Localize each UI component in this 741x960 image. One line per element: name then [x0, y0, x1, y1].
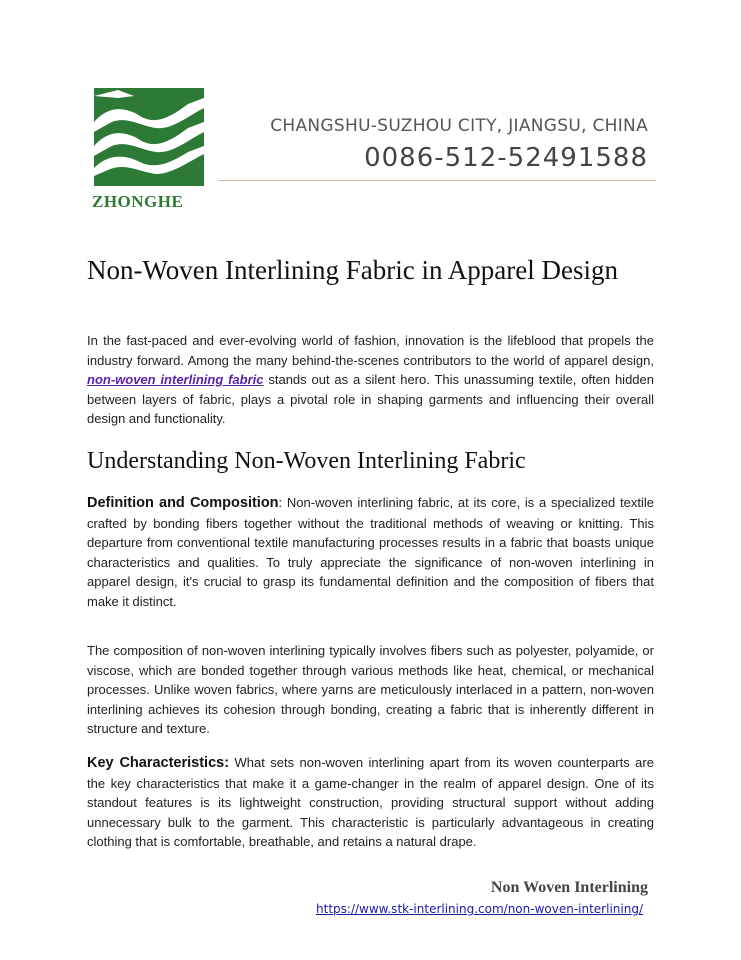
key-characteristics-text: What sets non-woven interlining apart from its woven counterparts are the key characteristics that make it a game-changer in the realm of apparel design. One of its standout features is its lightweight construction, providing structural support without adding unnecessary bulk to the garment. This characteristic is particularly advantageous in creating clothing that is comfortable, breathable, and retains a natural drape. — [87, 755, 654, 849]
company-location: CHANGSHU-SUZHOU CITY, JIANGSU, CHINA — [270, 116, 648, 136]
intro-paragraph — [87, 331, 654, 429]
non-woven-interlining-link[interactable]: non-woven interlining fabric — [87, 372, 264, 387]
section-title: Understanding Non-Woven Interlining Fabric — [87, 448, 526, 474]
footer-title: Non Woven Interlining — [490, 879, 648, 896]
intro-text-after: stands out as a silent hero. This unassuming textile, often hidden between layers of fabric, plays a pivotal role in shaping garments and influencing their overall design and functionality. — [87, 372, 654, 426]
company-logo — [92, 88, 212, 213]
definition-paragraph: Definition and Composition: Non-woven interlining fabric, at its core, is a specialized textile crafted by bonding fibers together without the traditional methods of weaving or knitting. This departure from conventional textile manufacturing processes results in a fabric that boasts unique characteristics and qualities. To truly appreciate the significance of non-woven interlining in apparel design, it's crucial to grasp its fundamental definition and the composition of fibers that make it distinct. — [87, 495, 654, 609]
article-title: Non-Woven Interlining Fabric in Apparel Design — [87, 255, 618, 285]
composition-paragraph: The composition of non-woven interlining typically involves fibers such as polyester, polyamide, or viscose, which are bonded together through various methods like heat, chemical, or mechanical processes. Unlike woven fabrics, where yarns are meticulously interlaced in a pattern, non-woven interlining achieves its cohesion through bonding, creating a fabric that is inherently different in structure and texture. — [87, 643, 654, 736]
definition-text: Non-woven interlining fabric, at its core, is a specialized textile crafted by bonding fibers together without the traditional methods of weaving or knitting. This departure from conventional textile manufacturing processes results in a fabric that boasts unique characteristics and qualities. To truly appreciate the significance of non-woven interlining in apparel design, it's crucial to grasp its fundamental definition and the composition of fibers that make it distinct. — [87, 495, 654, 609]
company-phone: 0086-512-52491588 — [364, 143, 648, 173]
intro-text-before: In the fast-paced and ever-evolving world of fashion, innovation is the lifeblood that propels the industry forward. Among the many behind-the-scenes contributors to the world of apparel design, — [87, 333, 654, 368]
zhonghe-wave-logo-icon — [94, 88, 204, 186]
brand-name: ZHONGHE — [92, 192, 184, 211]
key-characteristics-paragraph: Key Characteristics: What sets non-woven interlining apart from its woven counterparts are the key characteristics that make it a game-changer in the realm of apparel design. One of its standout features is its lightweight construction, providing structural support without adding unnecessary bulk to the garment. This characteristic is particularly advantageous in creating clothing that is comfortable, breathable, and retains a natural drape. — [87, 755, 654, 849]
key-characteristics-label: Key Characteristics — [87, 755, 225, 771]
footer-url-link[interactable]: https://www.stk-interlining.com/non-woven-interlining/ — [316, 902, 643, 916]
definition-label: Definition and Composition — [87, 495, 279, 511]
header-divider — [218, 180, 656, 181]
